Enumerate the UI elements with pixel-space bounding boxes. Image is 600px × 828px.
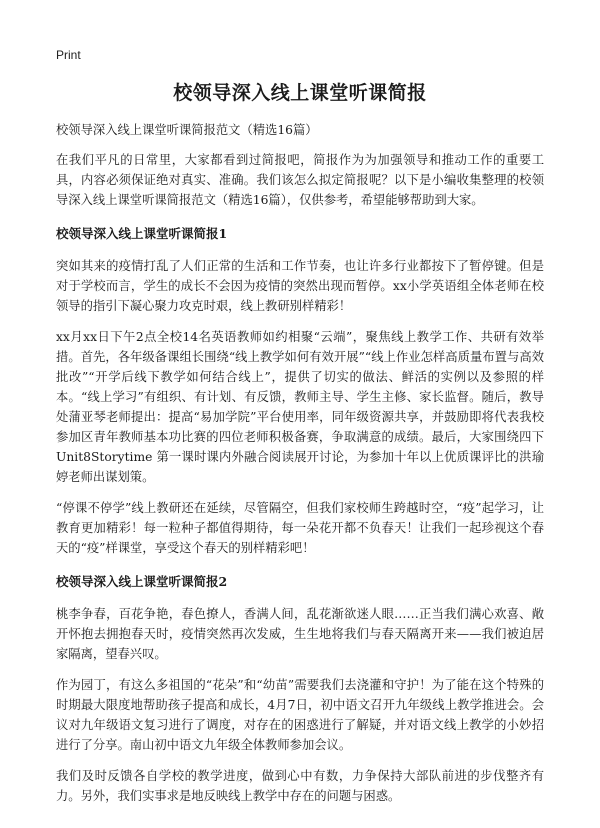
page-title: 校领导深入线上课堂听课简报 bbox=[173, 82, 427, 104]
section-1-paragraph-2: xx月xx日下午2点全校14名英语教师如约相聚“云端”，聚焦线上教学工作、共研有效举措。首先，各年级备课组长围绕“线上教学如何有效开展”“线上作业怎样高质量布置与高效批改”“开学后线下教学如何结合线上”，提供了切实的做法、鲜活的实例以及参照的样本。“线上学习”有组织、有计划、有反馈，教师主导、学生主修、家长监督。随后，教导处蒲亚琴老师提出：提高“易加学院”平台使用率，同年级资源共享，并鼓励即将代表我校参加区青年教师基本功比赛的四位老师积极备赛，争取满意的成绩。最后，大家围绕四下Unit8Storytime 第一课时课内外融合阅读展开讨论，为参加十年以上优质课评比的洪瑜婷老师出谋划策。 bbox=[56, 330, 544, 484]
print-link[interactable]: Print bbox=[56, 48, 81, 62]
intro-paragraph: 在我们平凡的日常里，大家都看到过简报吧，简报作为为加强领导和推动工作的重要工具，内容必须保证绝对真实、准确。我们该怎么拟定简报呢？以下是小编收集整理的校领导深入线上课堂听课简报范文（精选16篇），仅供参考，希望能够帮助到大家。 bbox=[56, 153, 544, 207]
article-body bbox=[56, 120, 544, 817]
article-subtitle: 校领导深入线上课堂听课简报范文（精选16篇） bbox=[56, 123, 318, 137]
section-heading-1: 校领导深入线上课堂听课简报1 bbox=[56, 226, 228, 241]
section-2-paragraph-2: 作为园丁，有这么多祖国的“花朵”和“幼苗”需要我们去浇灌和守护！为了能在这个特殊的时期最大限度地帮助孩子提高和成长，4月7日，初中语文召开九年级线上教学推进会。会议对九年级语文复习进行了调度，对存在的困惑进行了解疑，并对语文线上教学的小妙招进行了分享。南山初中语文九年级全体教师参加会议。 bbox=[56, 678, 544, 752]
section-1-paragraph-1: 突如其来的疫情打乱了人们正常的生活和工作节奏，也让许多行业都按下了暂停键。但是对于学校而言，学生的成长不会因为疫情的突然出现而暂停。xx小学英语组全体老师在校领导的指引下凝心聚力攻克时艰，线上教研别样精彩！ bbox=[56, 259, 544, 313]
section-2-paragraph-3: 我们及时反馈各自学校的教学进度，做到心中有数，力争保持大部队前进的步伐整齐有力。另外，我们实事求是地反映线上教学中存在的问题与困惑。 bbox=[56, 769, 544, 803]
section-2-paragraph-1: 桃李争春，百花争艳，春色撩人，香满人间，乱花渐欲迷人眼……正当我们满心欢喜、敞开怀抱去拥抱春天时，疫情突然再次发威，生生地将我们与春天隔离开来——我们被迫居家隔离，望春兴叹。 bbox=[56, 607, 544, 661]
section-1-paragraph-3: “停课不停学”线上教研还在延续，尽管隔空，但我们家校师生跨越时空，“疫”起学习，让教育更加精彩！每一粒种子都值得期待，每一朵花开都不负春天！让我们一起珍视这个春天的“疫”样课堂，享受这个春天的别样精彩吧！ bbox=[56, 501, 544, 555]
section-heading-2: 校领导深入线上课堂听课简报2 bbox=[56, 574, 228, 589]
